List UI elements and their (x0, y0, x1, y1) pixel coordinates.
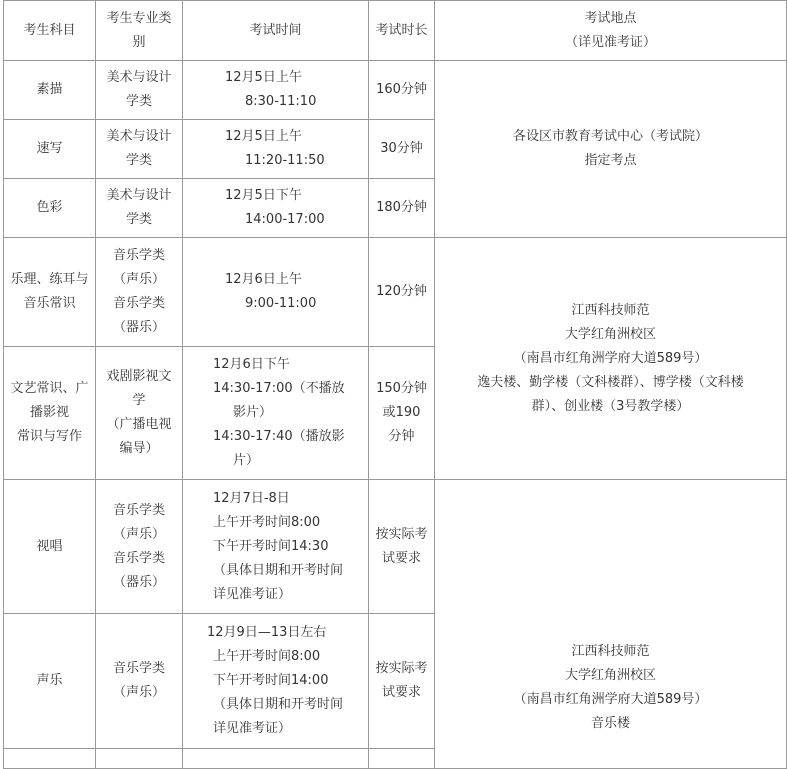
major-cell: 戏剧影视文 学 （广播电视 编导） (96, 347, 183, 480)
time-cell: 12月6日上午 9:00-11:00 (183, 238, 369, 347)
duration-cell: 30分钟 (369, 120, 435, 179)
subject-cell: 声乐 (4, 614, 96, 749)
time-cell: 12月5日下午 14:00-17:00 (183, 179, 369, 238)
time-cell: 12月5日上午 8:30-11:10 (183, 61, 369, 120)
header-row (4, 1, 787, 61)
table-row (4, 61, 787, 120)
time-cell: 12月6日下午 14:30-17:00（不播放 影片） 14:30-17:40（播放影 片） (183, 347, 369, 480)
header-location: 考试地点 （详见准考证） (435, 1, 787, 61)
subject-cell: 文艺常识、广 播影视 常识与写作 (4, 347, 96, 480)
subject-cell: 素描 (4, 61, 96, 120)
major-cell: 美术与设计 学类 (96, 120, 183, 179)
duration-cell: 180分钟 (369, 179, 435, 238)
major-cell: 美术与设计 学类 (96, 179, 183, 238)
major-cell: 音乐学类 （声乐） (96, 614, 183, 749)
time-cell: 12月5日上午 11:20-11:50 (183, 120, 369, 179)
duration-cell: 按实际考 试要求 (369, 480, 435, 614)
major-cell: 音乐学类 （声乐） 音乐学类 （器乐） (96, 480, 183, 614)
location-cell: 江西科技师范 大学红角洲校区 （南昌市红角洲学府大道589号） 逸夫楼、勤学楼（文科楼群）、博学楼（文科楼 群）、创业楼（3号教学楼） (435, 238, 787, 480)
duration-cell: 160分钟 (369, 61, 435, 120)
major-cell: 音乐学类 （声乐） 音乐学类 （器乐） (96, 238, 183, 347)
subject-cell: 乐理、练耳与 音乐常识 (4, 238, 96, 347)
exam-schedule-table (3, 0, 787, 769)
duration-cell: 按实际考 试要求 (369, 614, 435, 749)
duration-cell: 150分钟 或190 分钟 (369, 347, 435, 480)
duration-cell: 120分钟 (369, 238, 435, 347)
subject-cell: 视唱 (4, 480, 96, 614)
subject-cell: 速写 (4, 120, 96, 179)
header-major: 考生专业类 别 (96, 1, 183, 61)
table-row (4, 238, 787, 347)
time-cell: 12月9日—13日左右 上午开考时间8:00 下午开考时间14:00 （具体日期和开考时间 详见准考证） (183, 614, 369, 749)
header-duration: 考试时长 (369, 1, 435, 61)
subject-cell: 色彩 (4, 179, 96, 238)
major-cell: 美术与设计 学类 (96, 61, 183, 120)
header-time: 考试时间 (183, 1, 369, 61)
location-cell: 江西科技师范 大学红角洲校区 （南昌市红角洲学府大道589号） 音乐楼 (435, 480, 787, 769)
time-cell: 12月7日-8日 上午开考时间8:00 下午开考时间14:30 （具体日期和开考时间 详见准考证） (183, 480, 369, 614)
location-cell: 各设区市教育考试中心（考试院） 指定考点 (435, 61, 787, 238)
table-row (4, 480, 787, 614)
header-subject: 考生科目 (4, 1, 96, 61)
